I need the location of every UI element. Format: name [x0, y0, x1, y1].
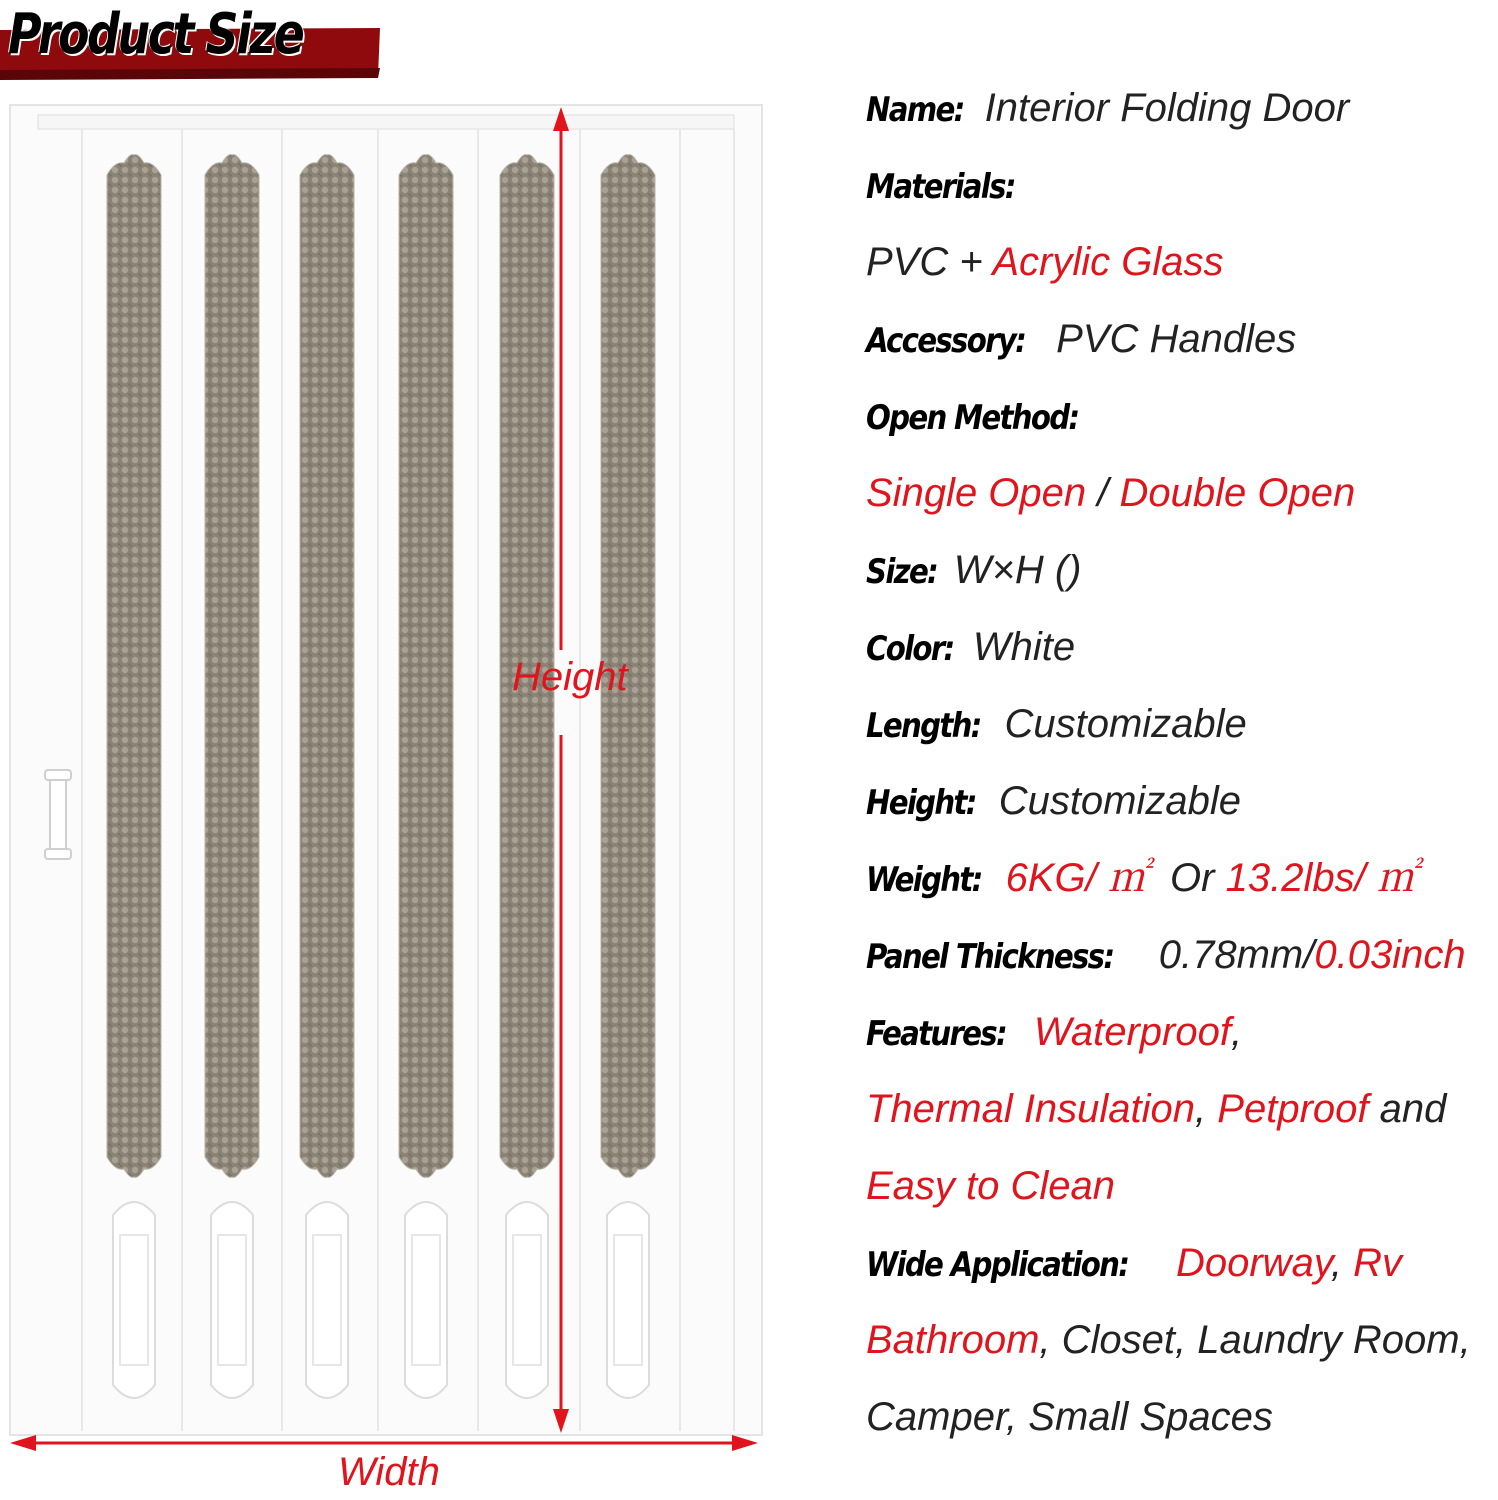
spec-height [866, 775, 1498, 852]
width-arrow [10, 1435, 758, 1451]
spec-value: W×H () [953, 548, 1082, 592]
glass-mesh-panel [399, 155, 453, 1178]
spec-value: , [1330, 1241, 1354, 1285]
page-title: Product Size [8, 2, 303, 67]
spec-value-highlight: Single Open [866, 471, 1087, 515]
spec-materials-value [866, 236, 1498, 313]
spec-open-method [866, 390, 1498, 467]
spec-label: Wide Application: [866, 1245, 1129, 1285]
spec-features-line2 [866, 1083, 1498, 1160]
spec-thickness [866, 929, 1498, 1006]
spec-application-line3 [866, 1391, 1498, 1468]
spec-label: Size: [866, 552, 938, 592]
spec-length [866, 698, 1498, 775]
spec-value: and [1368, 1087, 1447, 1131]
spec-value: , Closet, Laundry Room, [1039, 1318, 1471, 1362]
spec-list [866, 82, 1498, 1468]
spec-value-highlight: 6KG/ ㎡ [1005, 856, 1148, 900]
spec-value-highlight: Rv [1353, 1241, 1402, 1285]
spec-application-line2 [866, 1314, 1498, 1391]
spec-separator: / [1086, 471, 1120, 515]
spec-features-line3 [866, 1160, 1498, 1237]
spec-value: 0.78mm/ [1158, 933, 1315, 977]
spec-label: Name: [866, 90, 964, 130]
spec-value-highlight: 0.03inch [1314, 933, 1466, 977]
spec-materials [866, 159, 1498, 236]
spec-value: , [1195, 1087, 1218, 1131]
spec-value: Customizable [998, 779, 1242, 823]
spec-value: Or [1147, 856, 1226, 900]
height-label: Height [512, 655, 628, 699]
spec-label: Features: [866, 1014, 1006, 1054]
spec-value: Interior Folding Door [984, 86, 1350, 130]
spec-label: Length: [866, 706, 981, 746]
spec-name [866, 82, 1498, 159]
spec-value-highlight: Doorway [1175, 1241, 1331, 1285]
spec-label: Panel Thickness: [866, 937, 1114, 977]
spec-open-method-value [866, 467, 1498, 544]
spec-value-highlight: Petproof [1217, 1087, 1369, 1131]
door-illustration [0, 95, 780, 1500]
glass-mesh-panel [205, 155, 259, 1178]
spec-size [866, 544, 1498, 621]
spec-value-highlight: Bathroom [866, 1318, 1040, 1362]
spec-features [866, 1006, 1498, 1083]
spec-value-highlight: Acrylic Glass [992, 240, 1224, 284]
product-size-banner [0, 0, 380, 80]
spec-value-highlight: Easy to Clean [866, 1164, 1116, 1208]
width-label: Width [338, 1450, 440, 1494]
glass-mesh-panel [107, 155, 161, 1178]
spec-value: Customizable [1004, 702, 1247, 746]
spec-accessory [866, 313, 1498, 390]
spec-label: Materials: [866, 167, 1015, 207]
spec-value-highlight: Thermal Insulation [866, 1087, 1196, 1131]
spec-label: Weight: [866, 860, 982, 900]
spec-label: Accessory: [866, 321, 1026, 361]
spec-value-highlight: Waterproof [1033, 1010, 1231, 1054]
spec-value: , [1230, 1010, 1243, 1054]
spec-value-highlight: Double Open [1119, 471, 1356, 515]
spec-application [866, 1237, 1498, 1314]
spec-label: Height: [866, 783, 976, 823]
spec-value: Camper, Small Spaces [866, 1395, 1273, 1439]
spec-color [866, 621, 1498, 698]
spec-value: PVC Handles [1056, 317, 1297, 361]
glass-mesh-panel [300, 155, 354, 1178]
spec-weight [866, 852, 1498, 929]
folding-door-drawing [0, 95, 780, 1500]
spec-value-highlight: 13.2lbs/ ㎡ [1225, 856, 1417, 900]
spec-label: Open Method: [866, 398, 1079, 438]
spec-value: White [972, 625, 1076, 669]
spec-value: PVC + [866, 240, 993, 284]
spec-label: Color: [866, 629, 954, 669]
